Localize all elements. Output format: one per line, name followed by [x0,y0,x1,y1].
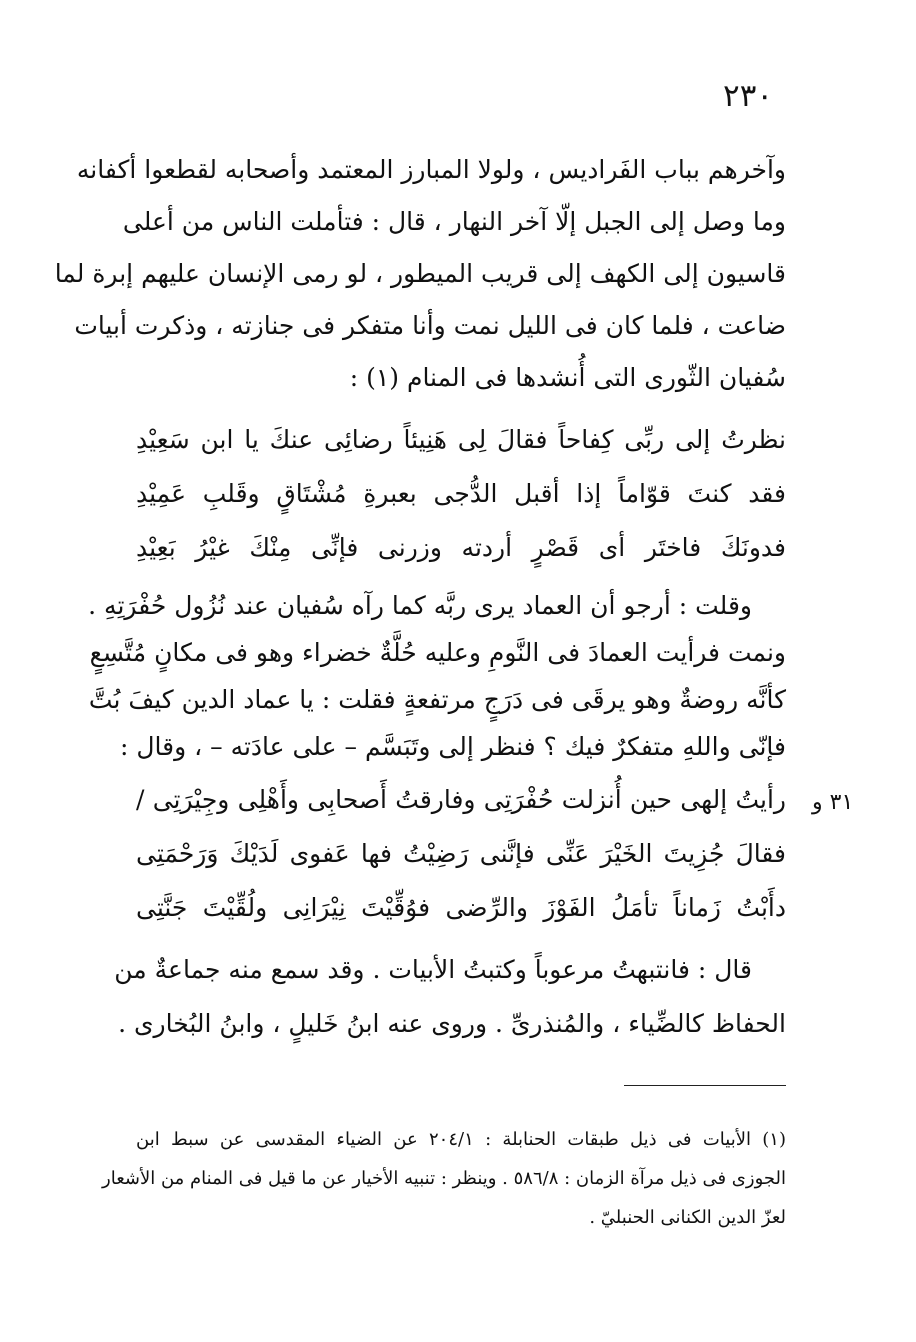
text-line: ضاعت ، فلما كان فى الليل نمت وأنا متفكر فى جنازته ، وذكرت أبيات [74,311,786,340]
paragraph-3 [114,943,786,1051]
verse-line: فقالَ جُزِيتَ الخَيْرَ عَنِّى فإنَّنى رَضِيْتُ فها عَفوى لَدَيْكَ وَرَحْمَتِى [136,839,786,868]
verse-line: دأَبْتُ زَماناً تأمَلُ الفَوْزَ والرِّضى فوُقِّيْتَ نِيْرَانِى ولُقِّيْتَ جَنَّتِى [136,893,786,922]
verse-line: فدونَكَ فاختَر أى قَصْرٍ أردته وزرنى فإنِّى مِنْكَ غيْرُ بَعِيْدِ [136,533,786,562]
text-line: وما وصل إلى الجبل إلّا آخر النهار ، قال : فتأملت الناس من أعلى [122,207,786,236]
poem-verses-2 [136,773,786,935]
paragraph-2 [88,582,786,770]
text-line: فإنّى واللهِ متفكرٌ فيك ؟ فنظر إلى وتَبَسَّم – على عادَته – ، وقال : [119,732,786,761]
margin-folio-note: ٣١ و [812,790,854,815]
text-line: وآخرهم بباب الفَراديس ، ولولا المبارز المعتمد وأصحابه لقطعوا أكفانه [76,155,786,184]
text-line: وقلت : أرجو أن العماد يرى ربَّه كما رآه سُفيان عند نُزُول حُفْرَتِهِ . [88,591,752,620]
verse-line: فقد كنتَ قوّاماً إذا أقبل الدُّجى بعبرةِ مُشْتَاقٍ وقَلبِ عَمِيْدِ [136,479,786,508]
paragraph-1 [54,144,786,404]
poem-verses-1 [136,413,786,575]
footnote-line: الجوزى فى ذيل مرآة الزمان : ٥٨٦/٨ . وينظر : تنبيه الأخيار عن ما قيل فى المنام من الأشعار [102,1168,786,1189]
footnote-line: (١) الأبيات فى ذيل طبقات الحنابلة : ٢٠٤/١ عن الضياء المقدسى عن سبط ابن [136,1129,786,1150]
verse-line: رأيتُ إلهى حين أُنزلت حُفْرَتِى وفارقتُ أَصحابِى وأَهْلِى وجِيْرَتِى / [136,785,786,814]
text-line: ونمت فرأيت العمادَ فى النَّومِ وعليه حُلَّةٌ خضراء وهو فى مكانٍ مُتَّسِعٍ [89,638,786,667]
text-line: الحفاظ كالضِّياء ، والمُنذرىِّ . وروى عنه ابنُ خَليلٍ ، وابنُ البُخارى . [118,1009,786,1038]
page-number: ٢٣٠ [723,78,773,114]
footnote [102,1120,786,1237]
text-line: كأنَّه روضةٌ وهو يرقَى فى دَرَجٍ مرتفعةٍ فقلت : يا عماد الدين كيفَ بُتَّ [88,685,786,714]
footnote-separator [624,1085,786,1086]
verse-line: نظرتُ إلى ربِّى كِفاحاً فقالَ لِى هَنِيئاً رضائِى عنكَ يا ابن سَعِيْدِ [136,425,786,454]
text-line: قاسيون إلى الكهف إلى قريب الميطور ، لو رمى الإنسان عليهم إبرة لما [54,259,786,288]
text-line: قال : فانتبهتُ مرعوباً وكتبتُ الأبيات . وقد سمع منه جماعةٌ من [114,955,752,984]
footnote-line: لعزّ الدين الكنانى الحنبليّ . [589,1207,786,1228]
text-line: سُفيان الثّورى التى أُنشدها فى المنام (١) : [349,363,786,392]
